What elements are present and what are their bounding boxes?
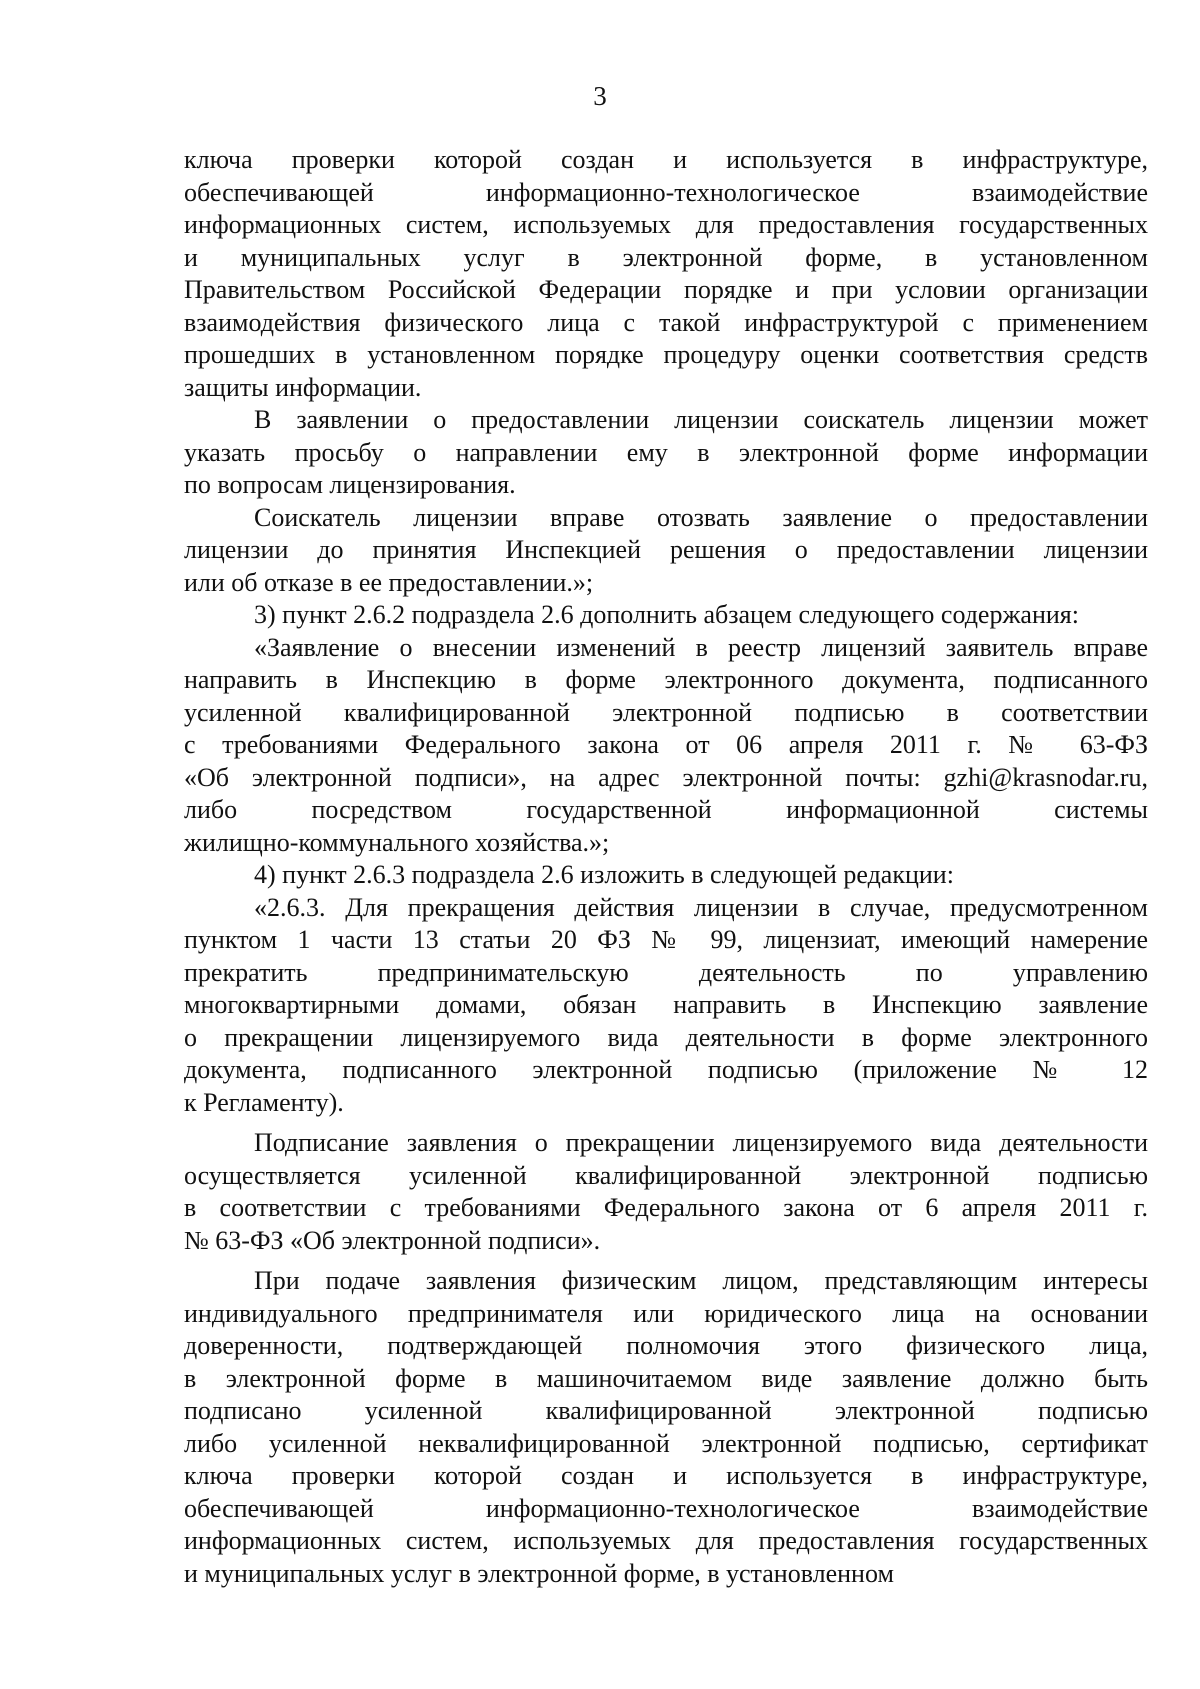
paragraph: [184, 599, 1148, 632]
text-line: Правительством Российской Федерации порядке и при условии организации: [184, 275, 1148, 304]
text-line: «Об электронной подписи», на адрес электронной почты: gzhi@krasnodar.ru,: [184, 762, 1148, 792]
paragraph: [184, 144, 1148, 404]
paragraph: [184, 1127, 1148, 1257]
text-line: по вопросам лицензирования.: [184, 470, 516, 499]
text-line: информационных систем, используемых для предоставления государственных: [184, 210, 1148, 239]
text-line: В заявлении о предоставлении лицензии соискатель лицензии может: [254, 405, 1148, 434]
paragraph: [184, 859, 1148, 892]
text-line: прошедших в установленном порядке процедуру оценки соответствия средств: [184, 340, 1148, 369]
text-line: осуществляется усиленной квалифицированной электронной подписью: [184, 1160, 1148, 1190]
text-line: к Регламенту).: [184, 1087, 344, 1117]
text-line: 3) пункт 2.6.2 подраздела 2.6 дополнить абзацем следующего содержания:: [254, 600, 1079, 629]
paragraph: [184, 892, 1148, 1120]
text-line: ключа проверки которой создан и используется в инфраструктуре,: [184, 145, 1148, 174]
text-line: с требованиями Федерального закона от 06 апреля 2011 г. № 63-ФЗ: [184, 730, 1148, 759]
text-line: индивидуального предпринимателя или юридического лица на основании: [184, 1298, 1148, 1328]
text-line: обеспечивающей информационно-технологическое взаимодействие: [184, 1493, 1148, 1523]
text-line: в соответствии с требованиями Федерального закона от 6 апреля 2011 г.: [184, 1193, 1148, 1222]
text-line: 4) пункт 2.6.3 подраздела 2.6 изложить в следующей редакции:: [254, 860, 954, 889]
text-line: информационных систем, используемых для предоставления государственных: [184, 1526, 1148, 1555]
text-line: Подписание заявления о прекращении лицензируемого вида деятельности: [254, 1128, 1148, 1157]
text-line: или об отказе в ее предоставлении.»;: [184, 567, 594, 597]
paragraph: [184, 632, 1148, 860]
page-number: 3: [593, 81, 607, 111]
text-line: взаимодействия физического лица с такой инфраструктурой с применением: [184, 307, 1148, 337]
text-line: ключа проверки которой создан и используется в инфраструктуре,: [184, 1461, 1148, 1490]
text-line: доверенности, подтверждающей полномочия этого физического лица,: [184, 1331, 1148, 1360]
text-line: направить в Инспекцию в форме электронного документа, подписанного: [184, 665, 1148, 694]
paragraph: [184, 404, 1148, 502]
text-line: обеспечивающей информационно-технологическое взаимодействие: [184, 177, 1148, 207]
text-line: документа, подписанного электронной подписью (приложение № 12: [184, 1055, 1148, 1084]
text-line: либо посредством государственной информационной системы: [184, 795, 1148, 824]
text-line: и муниципальных услуг в электронной форме, в установленном: [184, 242, 1148, 272]
text-line: жилищно-коммунального хозяйства.»;: [184, 827, 610, 857]
text-line: Соискатель лицензии вправе отозвать заявление о предоставлении: [254, 502, 1148, 532]
text-line: и муниципальных услуг в электронной форме, в установленном: [184, 1558, 894, 1588]
text-line: № 63-ФЗ «Об электронной подписи».: [184, 1225, 601, 1255]
text-line: «2.6.3. Для прекращения действия лицензии в случае, предусмотренном: [254, 892, 1148, 922]
text-line: либо усиленной неквалифицированной электронной подписью, сертификат: [184, 1428, 1148, 1458]
text-line: усиленной квалифицированной электронной подписью в соответствии: [184, 697, 1148, 727]
document-body: [184, 144, 1148, 1590]
text-line: в электронной форме в машиночитаемом виде заявление должно быть: [184, 1363, 1148, 1393]
text-line: пунктом 1 части 13 статьи 20 ФЗ № 99, лицензиат, имеющий намерение: [184, 925, 1148, 954]
text-line: защиты информации.: [184, 372, 422, 402]
text-line: о прекращении лицензируемого вида деятельности в форме электронного: [184, 1022, 1148, 1052]
text-line: лицензии до принятия Инспекцией решения о предоставлении лицензии: [184, 535, 1148, 564]
paragraph: [184, 1265, 1148, 1590]
text-line: указать просьбу о направлении ему в электронной форме информации: [184, 437, 1148, 467]
text-line: прекратить предпринимательскую деятельность по управлению: [184, 957, 1148, 987]
paragraph: [184, 502, 1148, 600]
text-line: «Заявление о внесении изменений в реестр лицензий заявитель вправе: [254, 632, 1148, 662]
text-line: многоквартирными домами, обязан направить в Инспекцию заявление: [184, 990, 1148, 1019]
text-line: подписано усиленной квалифицированной электронной подписью: [184, 1396, 1148, 1425]
text-line: При подаче заявления физическим лицом, представляющим интересы: [254, 1266, 1148, 1295]
